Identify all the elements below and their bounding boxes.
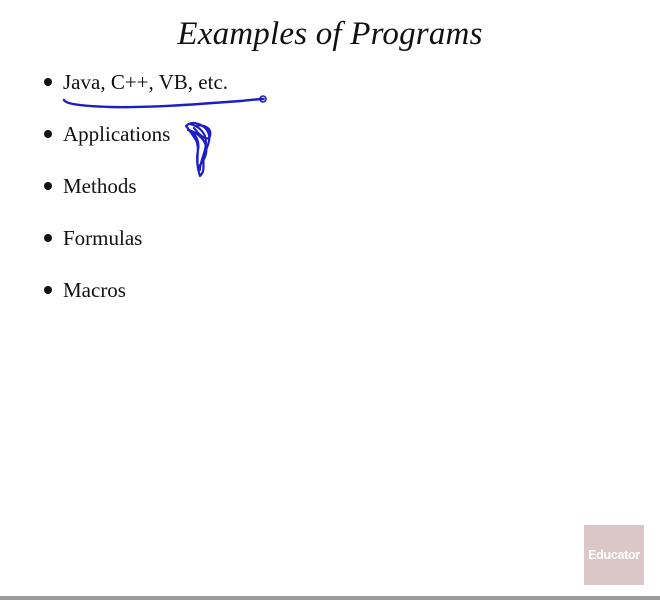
bullet-text: Java, C++, VB, etc. <box>63 70 229 94</box>
bullet-item <box>44 224 228 276</box>
bottom-divider <box>0 596 660 600</box>
slide-title: Examples of Programs <box>177 16 483 52</box>
educator-logo <box>584 525 644 585</box>
ink-dot-mark <box>260 96 266 102</box>
logo-text: Educator <box>588 548 640 562</box>
bullet-item <box>44 276 228 328</box>
bullet-item <box>44 172 228 224</box>
bullet-icon <box>44 234 52 242</box>
bullet-item <box>44 120 228 172</box>
bullet-list <box>44 68 228 328</box>
bullet-icon <box>44 286 52 294</box>
bullet-text: Applications <box>63 122 171 146</box>
bullet-text: Macros <box>63 278 126 302</box>
bullet-icon <box>44 182 52 190</box>
bullet-icon <box>44 130 52 138</box>
bullet-text: Formulas <box>63 226 143 250</box>
bullet-text: Methods <box>63 174 137 198</box>
bullet-item <box>44 68 228 120</box>
bullet-icon <box>44 78 52 86</box>
